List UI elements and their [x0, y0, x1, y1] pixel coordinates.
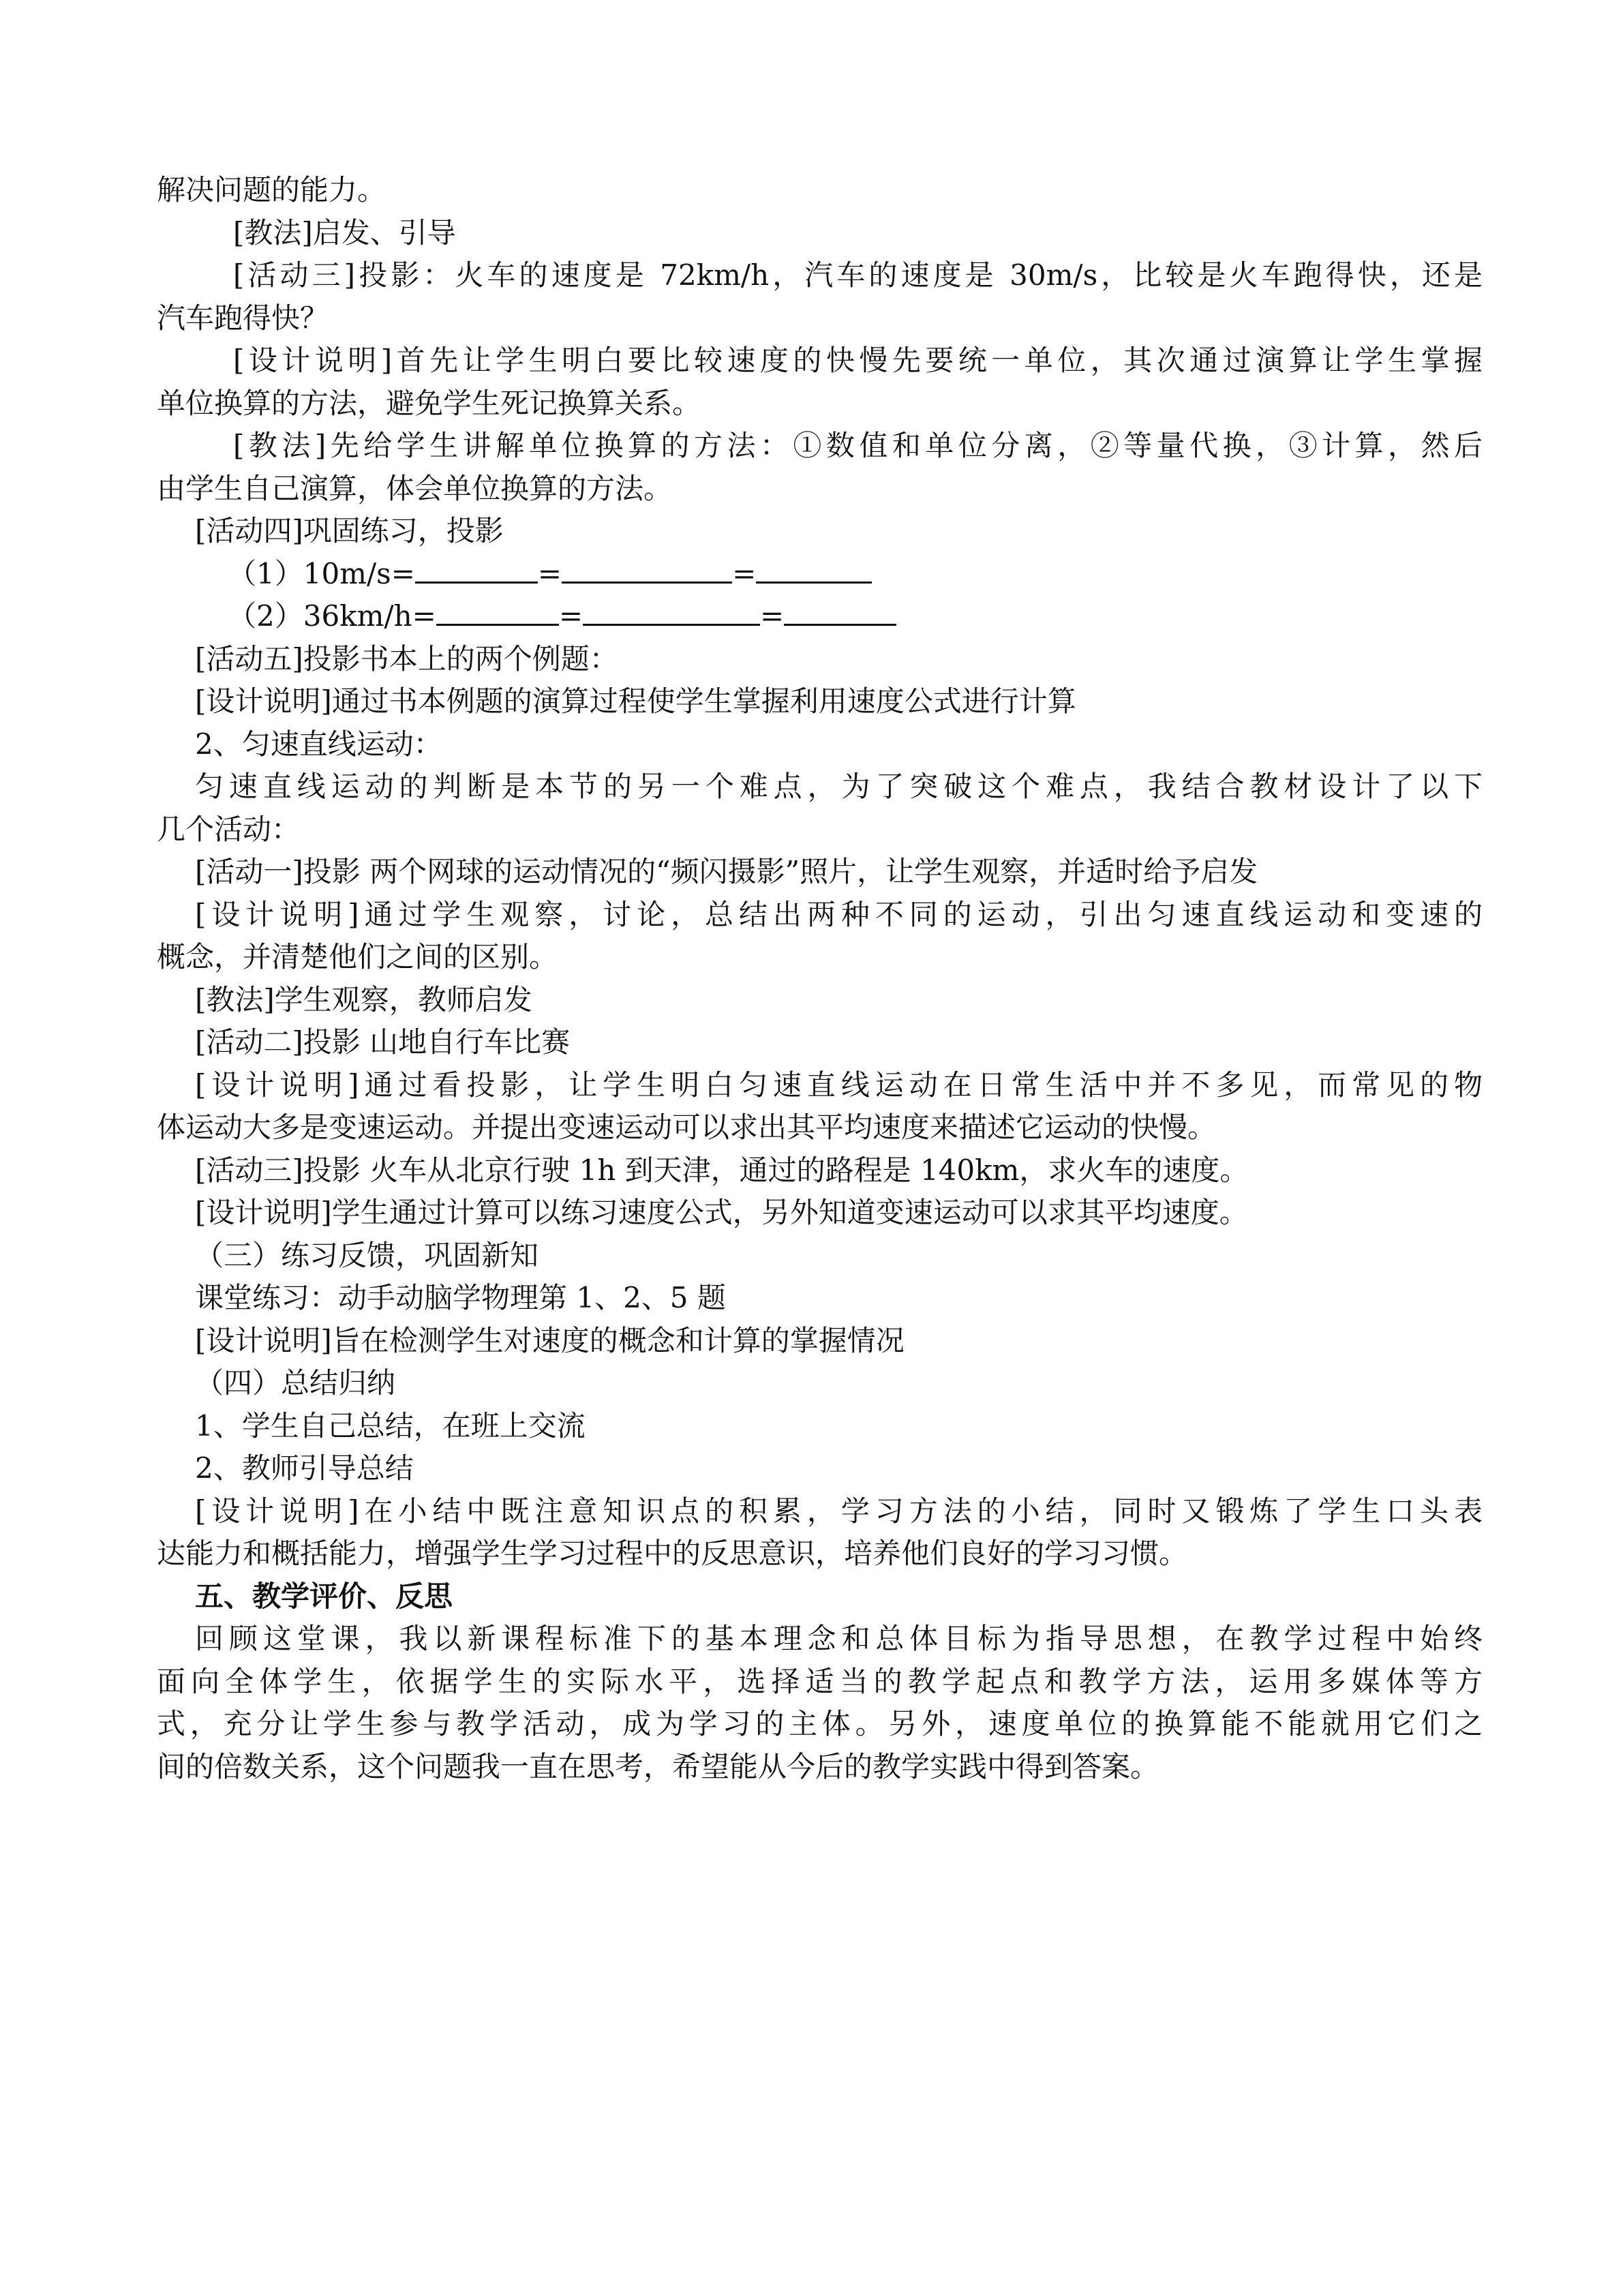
paragraph-line: 回顾这堂课，我以新课程标准下的基本理念和总体目标为指导思想，在教学过程中始终 — [195, 1622, 1483, 1655]
equals-sign: = — [537, 556, 562, 590]
paragraph-line: [设计说明]学生通过计算可以练习速度公式，另外知道变速运动可以求其平均速度。 — [195, 1196, 1248, 1229]
answer-blank — [784, 596, 896, 626]
paragraph-line: 概念，并清楚他们之间的区别。 — [157, 940, 558, 973]
paragraph-line: 汽车跑得快？ — [157, 301, 329, 335]
exercise-line — [157, 595, 1483, 638]
section-heading: 五、教学评价、反思 — [195, 1579, 453, 1613]
paragraph-line: [教法]学生观察，教师启发 — [195, 982, 532, 1016]
paragraph-line: [设计说明]在小结中既注意知识点的积累，学习方法的小结，同时又锻炼了学生口头表 — [195, 1494, 1483, 1528]
paragraph-line: 课堂练习：动手动脑学物理第 1、2、5 题 — [195, 1281, 726, 1314]
paragraph-line: [设计说明]旨在检测学生对速度的概念和计算的掌握情况 — [195, 1323, 905, 1357]
paragraph-line: [活动四]巩固练习，投影 — [195, 514, 504, 547]
paragraph-line: [活动二]投影 山地自行车比赛 — [195, 1025, 571, 1059]
paragraph-line: 式，充分让学生参与教学活动，成为学习的主体。另外，速度单位的换算能不能就用它们之 — [157, 1707, 1483, 1740]
answer-blank — [415, 554, 538, 584]
paragraph-line: [设计说明]通过学生观察，讨论，总结出两种不同的运动，引出匀速直线运动和变速的 — [195, 897, 1483, 931]
paragraph-line: [设计说明]通过看投影，让学生明白匀速直线运动在日常生活中并不多见，而常见的物 — [195, 1068, 1483, 1102]
paragraph-line: 间的倍数关系，这个问题我一直在思考，希望能从今后的教学实践中得到答案。 — [157, 1749, 1159, 1783]
equals-sign: = — [760, 599, 785, 633]
paragraph-line: [活动五]投影书本上的两个例题： — [195, 641, 618, 676]
paragraph-line: 达能力和概括能力，增强学生学习过程中的反思意识，培养他们良好的学习习惯。 — [157, 1537, 1188, 1570]
paragraph-line: 匀速直线运动的判断是本节的另一个难点，为了突破这个难点，我结合教材设计了以下 — [195, 770, 1483, 803]
paragraph-line: [活动三]投影 火车从北京行驶 1h 到天津，通过的路程是 140km，求火车的速度。 — [195, 1153, 1249, 1187]
paragraph-line: 几个活动： — [157, 812, 301, 846]
section-heading: （四）总结归纳 — [195, 1366, 396, 1400]
paragraph-line: 体运动大多是变速运动。并提出变速运动可以求出其平均速度来描述它运动的快慢。 — [157, 1111, 1217, 1144]
exercise-label: （1）10m/s= — [228, 556, 415, 590]
answer-blank — [756, 554, 872, 584]
paragraph-line: 由学生自己演算，体会单位换算的方法。 — [157, 471, 673, 505]
paragraph-line: [教法]启发、引导 — [233, 215, 456, 250]
answer-blank — [436, 596, 559, 626]
paragraph-line: [活动三]投影：火车的速度是 72km/h，汽车的速度是 30m/s，比较是火车跑得快，还是 — [233, 258, 1483, 292]
paragraph-line: 单位换算的方法，避免学生死记换算关系。 — [157, 386, 701, 420]
answer-blank — [562, 554, 732, 584]
paragraph-line: 2、教师引导总结 — [195, 1451, 414, 1485]
equals-sign: = — [732, 556, 757, 590]
paragraph-line: 2、匀速直线运动： — [195, 727, 442, 761]
paragraph-line: 面向全体学生，依据学生的实际水平，选择适当的教学起点和教学方法，运用多媒体等方 — [157, 1664, 1483, 1698]
paragraph-line: 解决问题的能力。 — [157, 173, 386, 207]
paragraph-line: [教法]先给学生讲解单位换算的方法：①数值和单位分离，②等量代换，③计算，然后 — [233, 429, 1483, 462]
paragraph-line: [活动一]投影 两个网球的运动情况的“频闪摄影”照片，让学生观察，并适时给予启发 — [195, 855, 1258, 888]
paragraph-line: 1、学生自己总结，在班上交流 — [195, 1408, 586, 1442]
paragraph-line: [设计说明]通过书本例题的演算过程使学生掌握利用速度公式进行计算 — [195, 684, 1076, 718]
equals-sign: = — [558, 599, 583, 633]
exercise-label: （2）36km/h= — [228, 599, 436, 633]
exercise-line — [157, 553, 1483, 596]
document-page — [157, 169, 1483, 1788]
paragraph-line: [设计说明]首先让学生明白要比较速度的快慢先要统一单位，其次通过演算让学生掌握 — [233, 344, 1483, 377]
answer-blank — [583, 596, 760, 626]
section-heading: （三）练习反馈，巩固新知 — [195, 1238, 539, 1272]
